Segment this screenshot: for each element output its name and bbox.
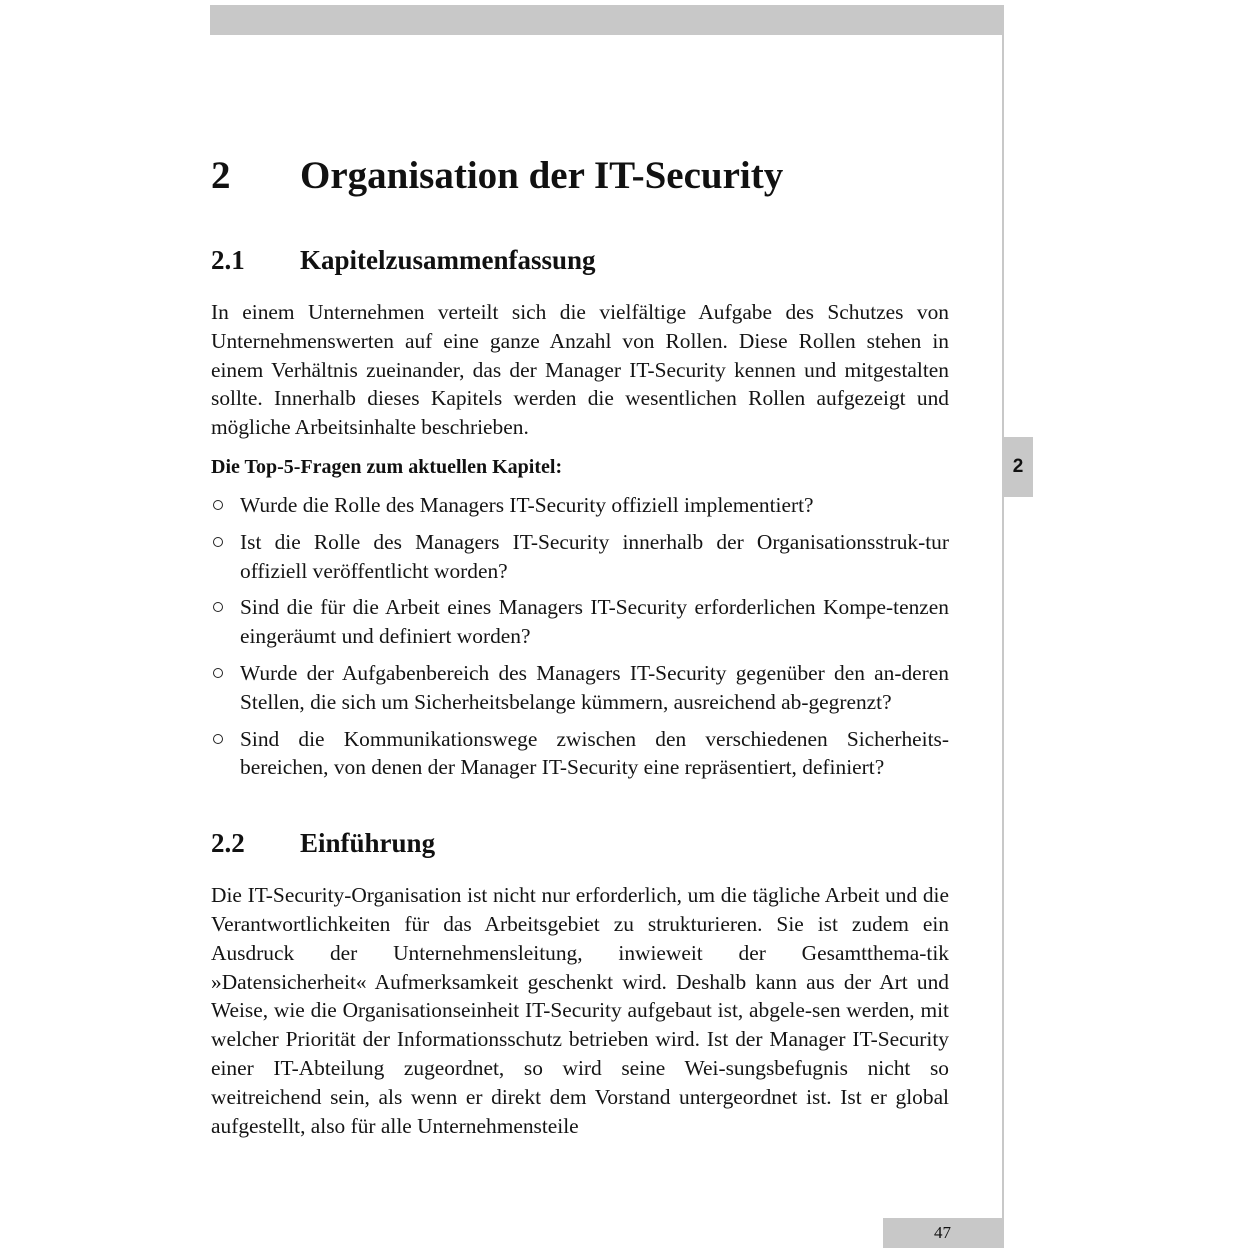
list-item bbox=[211, 491, 949, 520]
circle-bullet-icon bbox=[213, 734, 223, 744]
header-bar bbox=[210, 5, 1002, 35]
question-text: Wurde der Aufgabenbereich des Managers IT-Security gegenüber den an-deren Stellen, die sich um Sicherheitsbelange kümmern, ausreichend ab-gegrenzt? bbox=[240, 660, 949, 714]
circle-bullet-icon bbox=[213, 537, 223, 547]
introduction-paragraph: Die IT-Security-Organisation ist nicht nur erforderlich, um die tägliche Arbeit und die Verantwortlichkeiten für das Arbeitsgebiet zu strukturieren. Sie ist zudem ein Ausdruck der Unternehmensleitung, inwieweit der Gesamtthema-tik »Datensicherheit« Aufmerksamkeit geschenkt wird. Deshalb kann aus der Art und Weise, wie die Organisationseinheit IT-Security aufgebaut ist, abgele-sen werden, mit welcher Priorität der Informationsschutz betrieben wird. Ist der Manager IT-Security einer IT-Abteilung zugeordnet, so wird seine Wei-sungsbefugnis nicht so weitreichend sein, als wenn er direkt dem Vorstand untergeordnet ist. Ist er global aufgestellt, also für alle Unternehmensteile bbox=[211, 883, 949, 1138]
summary-paragraph: In einem Unternehmen verteilt sich die vielfältige Aufgabe des Schutzes von Unternehmenswerten auf eine ganze Anzahl von Rollen. Diese Rollen stehen in einem Verhältnis zueinander, das der Manager IT-Security kennen und mitgestalten sollte. Innerhalb dieses Kapitels werden die wesentlichen Rollen aufgezeigt und mögliche Arbeitsinhalte beschrieben. bbox=[211, 300, 949, 440]
section-number: 2.2 bbox=[211, 828, 245, 859]
circle-bullet-icon bbox=[213, 602, 223, 612]
list-item bbox=[211, 528, 949, 586]
section-number: 2.1 bbox=[211, 245, 245, 275]
list-item bbox=[211, 593, 949, 651]
chapter-tab bbox=[1003, 437, 1033, 497]
chapter-tab-label: 2 bbox=[1012, 456, 1024, 477]
question-text: Wurde die Rolle des Managers IT-Security offiziell implementiert? bbox=[240, 492, 814, 517]
chapter-title bbox=[211, 148, 949, 204]
question-text: Sind die für die Arbeit eines Managers IT-Security erforderlichen Kompe-tenzen eingeräumt und definiert worden? bbox=[240, 595, 949, 649]
question-text: Sind die Kommunikationswege zwischen den verschiedenen Sicherheits-bereichen, von denen der Manager IT-Security eine repräsentiert, definiert? bbox=[240, 726, 949, 780]
circle-bullet-icon bbox=[213, 500, 223, 510]
chapter-title-text: Organisation der IT-Security bbox=[300, 154, 784, 197]
circle-bullet-icon bbox=[213, 668, 223, 678]
page-number-box bbox=[883, 1218, 1003, 1248]
section-heading-2-1 bbox=[211, 241, 949, 279]
right-margin-rule bbox=[1002, 5, 1004, 1248]
questions-list bbox=[211, 491, 949, 782]
section-title: Einführung bbox=[300, 828, 436, 859]
list-item bbox=[211, 659, 949, 717]
chapter-number: 2 bbox=[211, 154, 231, 197]
page-number: 47 bbox=[934, 1223, 951, 1242]
questions-heading: Die Top-5-Fragen zum aktuellen Kapitel: bbox=[211, 455, 563, 478]
question-text: Ist die Rolle des Managers IT-Security innerhalb der Organisationsstruk-tur offiziell veröffentlicht worden? bbox=[240, 529, 949, 583]
list-item bbox=[211, 725, 949, 783]
section-title: Kapitelzusammenfassung bbox=[300, 245, 596, 275]
section-heading-2-2 bbox=[211, 824, 949, 862]
page-content bbox=[211, 148, 949, 1140]
